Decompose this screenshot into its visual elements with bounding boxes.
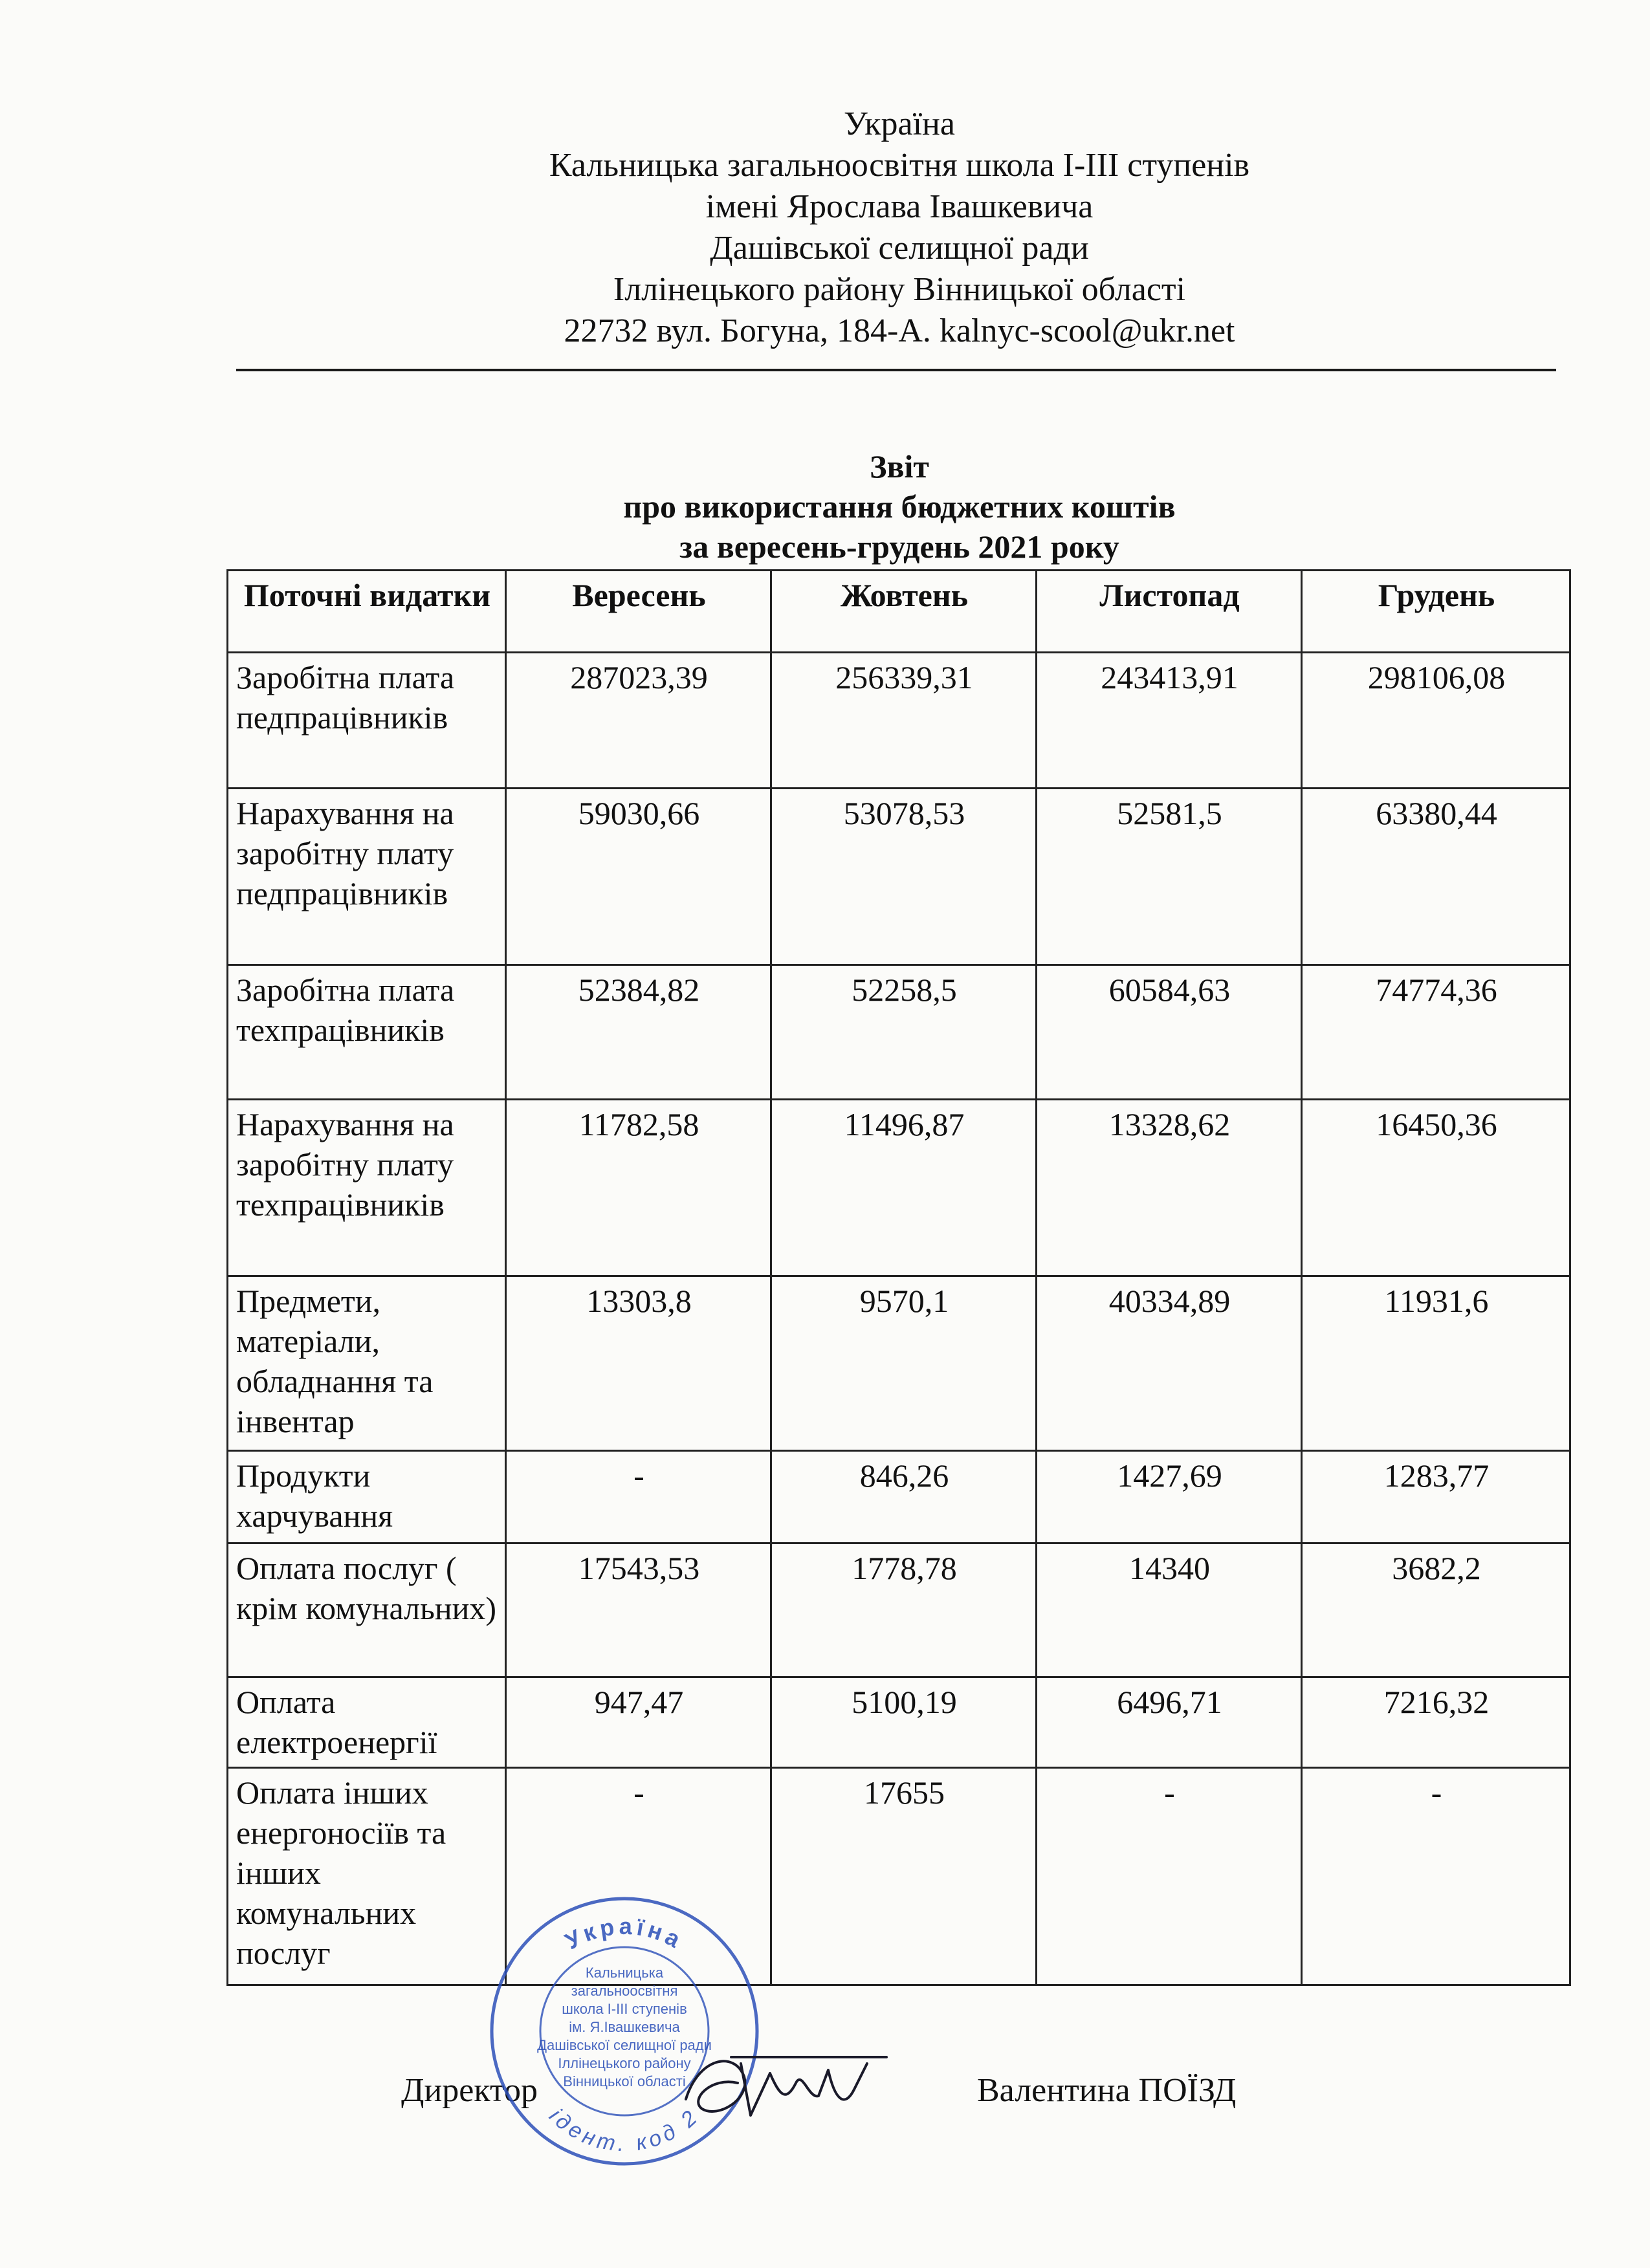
cell-value: 6496,71 [1037,1677,1302,1768]
cell-value: 256339,31 [771,653,1037,789]
cell-value: 13328,62 [1037,1100,1302,1276]
letterhead-address: 22732 вул. Богуна, 184-А. kalnyc-scool@ukr.net [564,312,1235,349]
cell-value: 40334,89 [1037,1276,1302,1451]
letterhead-named-after: імені Ярослава Івашкевича [705,188,1094,225]
letterhead-region: Іллінецького району Вінницької області [613,271,1186,308]
stamp-text-line: загальноосвітня [571,1983,678,1999]
cell-value: 7216,32 [1302,1677,1570,1768]
cell-value: 11496,87 [771,1100,1037,1276]
signatory-name: Валентина ПОЇЗД [977,2072,1237,2109]
cell-value: 52581,5 [1037,789,1302,965]
table-row [228,1276,1570,1451]
column-header: Листопад [1037,571,1302,653]
row-label: Оплата електроенергії [228,1677,506,1768]
cell-value: 1283,77 [1302,1451,1570,1543]
expenses-table [226,569,1571,1986]
letterhead-divider [236,369,1556,371]
stamp-text-line: Кальницька [585,1965,664,1981]
cell-value: 11782,58 [506,1100,771,1276]
cell-value: 287023,39 [506,653,771,789]
stamp-text-line: школа І-ІІІ ступенів [562,2001,687,2017]
cell-value: 9570,1 [771,1276,1037,1451]
cell-value: 59030,66 [506,789,771,965]
table-row [228,1677,1570,1768]
cell-value: 52384,82 [506,965,771,1100]
column-header: Жовтень [771,571,1037,653]
table-row [228,653,1570,789]
row-label: Нарахування на заробітну плату педпрацівників [228,789,506,965]
stamp-text-line: Іллінецького району [558,2055,691,2071]
letterhead-council: Дашівської селищної ради [710,230,1089,267]
handwritten-signature [673,2038,893,2135]
column-header: Вересень [506,571,771,653]
stamp-text-line: Вінницької області [563,2073,686,2089]
cell-value: 1427,69 [1037,1451,1302,1543]
row-label: Заробітна плата техпрацівників [228,965,506,1100]
cell-value: 60584,63 [1037,965,1302,1100]
row-label: Продукти харчування [228,1451,506,1543]
cell-value: 846,26 [771,1451,1037,1543]
cell-value: - [506,1768,771,1985]
stamp-outer-top-text: Україна [560,1912,688,1955]
letterhead [233,104,1566,352]
cell-value: 17655 [771,1768,1037,1985]
cell-value: 74774,36 [1302,965,1570,1100]
row-label: Оплата послуг ( крім комунальних) [228,1543,506,1677]
table-row [228,1768,1570,1985]
stamp-text-line: ім. Я.Івашкевича [569,2019,680,2035]
report-title [233,446,1566,567]
cell-value: - [1302,1768,1570,1985]
cell-value: 14340 [1037,1543,1302,1677]
table-row [228,1451,1570,1543]
column-header: Поточні видатки [228,571,506,653]
row-label: Предмети, матеріали, обладнання та інвентар [228,1276,506,1451]
stamp-text-line: Дашівської селищної ради [537,2037,712,2053]
cell-value: 17543,53 [506,1543,771,1677]
stamp-outer-bottom-text: ідент. код 2 [544,2103,705,2157]
report-title-line-3: за вересень-грудень 2021 року [679,529,1119,565]
signatory-title: Директор [401,2072,538,2109]
table-row [228,1543,1570,1677]
cell-value: 11931,6 [1302,1276,1570,1451]
cell-value: - [1037,1768,1302,1985]
table-header-row [228,571,1570,653]
cell-value: 3682,2 [1302,1543,1570,1677]
cell-value: 53078,53 [771,789,1037,965]
cell-value: 13303,8 [506,1276,771,1451]
report-title-line-2: про використання бюджетних коштів [623,488,1176,525]
report-title-line-1: Звіт [870,448,929,485]
cell-value: 1778,78 [771,1543,1037,1677]
cell-value: 298106,08 [1302,653,1570,789]
row-label: Оплата інших енергоносіїв та інших комунальних послуг [228,1768,506,1985]
row-label: Заробітна плата педпрацівників [228,653,506,789]
letterhead-school-name: Кальницька загальноосвітня школа І-ІІІ ступенів [549,147,1250,184]
svg-text:Україна [560,1913,688,1955]
cell-value: 52258,5 [771,965,1037,1100]
cell-value: 947,47 [506,1677,771,1768]
cell-value: 16450,36 [1302,1100,1570,1276]
column-header: Грудень [1302,571,1570,653]
cell-value: 63380,44 [1302,789,1570,965]
row-label: Нарахування на заробітну плату техпрацівників [228,1100,506,1276]
table-row [228,1100,1570,1276]
table-row [228,789,1570,965]
cell-value: - [506,1451,771,1543]
table-row [228,965,1570,1100]
cell-value: 243413,91 [1037,653,1302,789]
letterhead-country: Україна [844,105,955,142]
cell-value: 5100,19 [771,1677,1037,1768]
